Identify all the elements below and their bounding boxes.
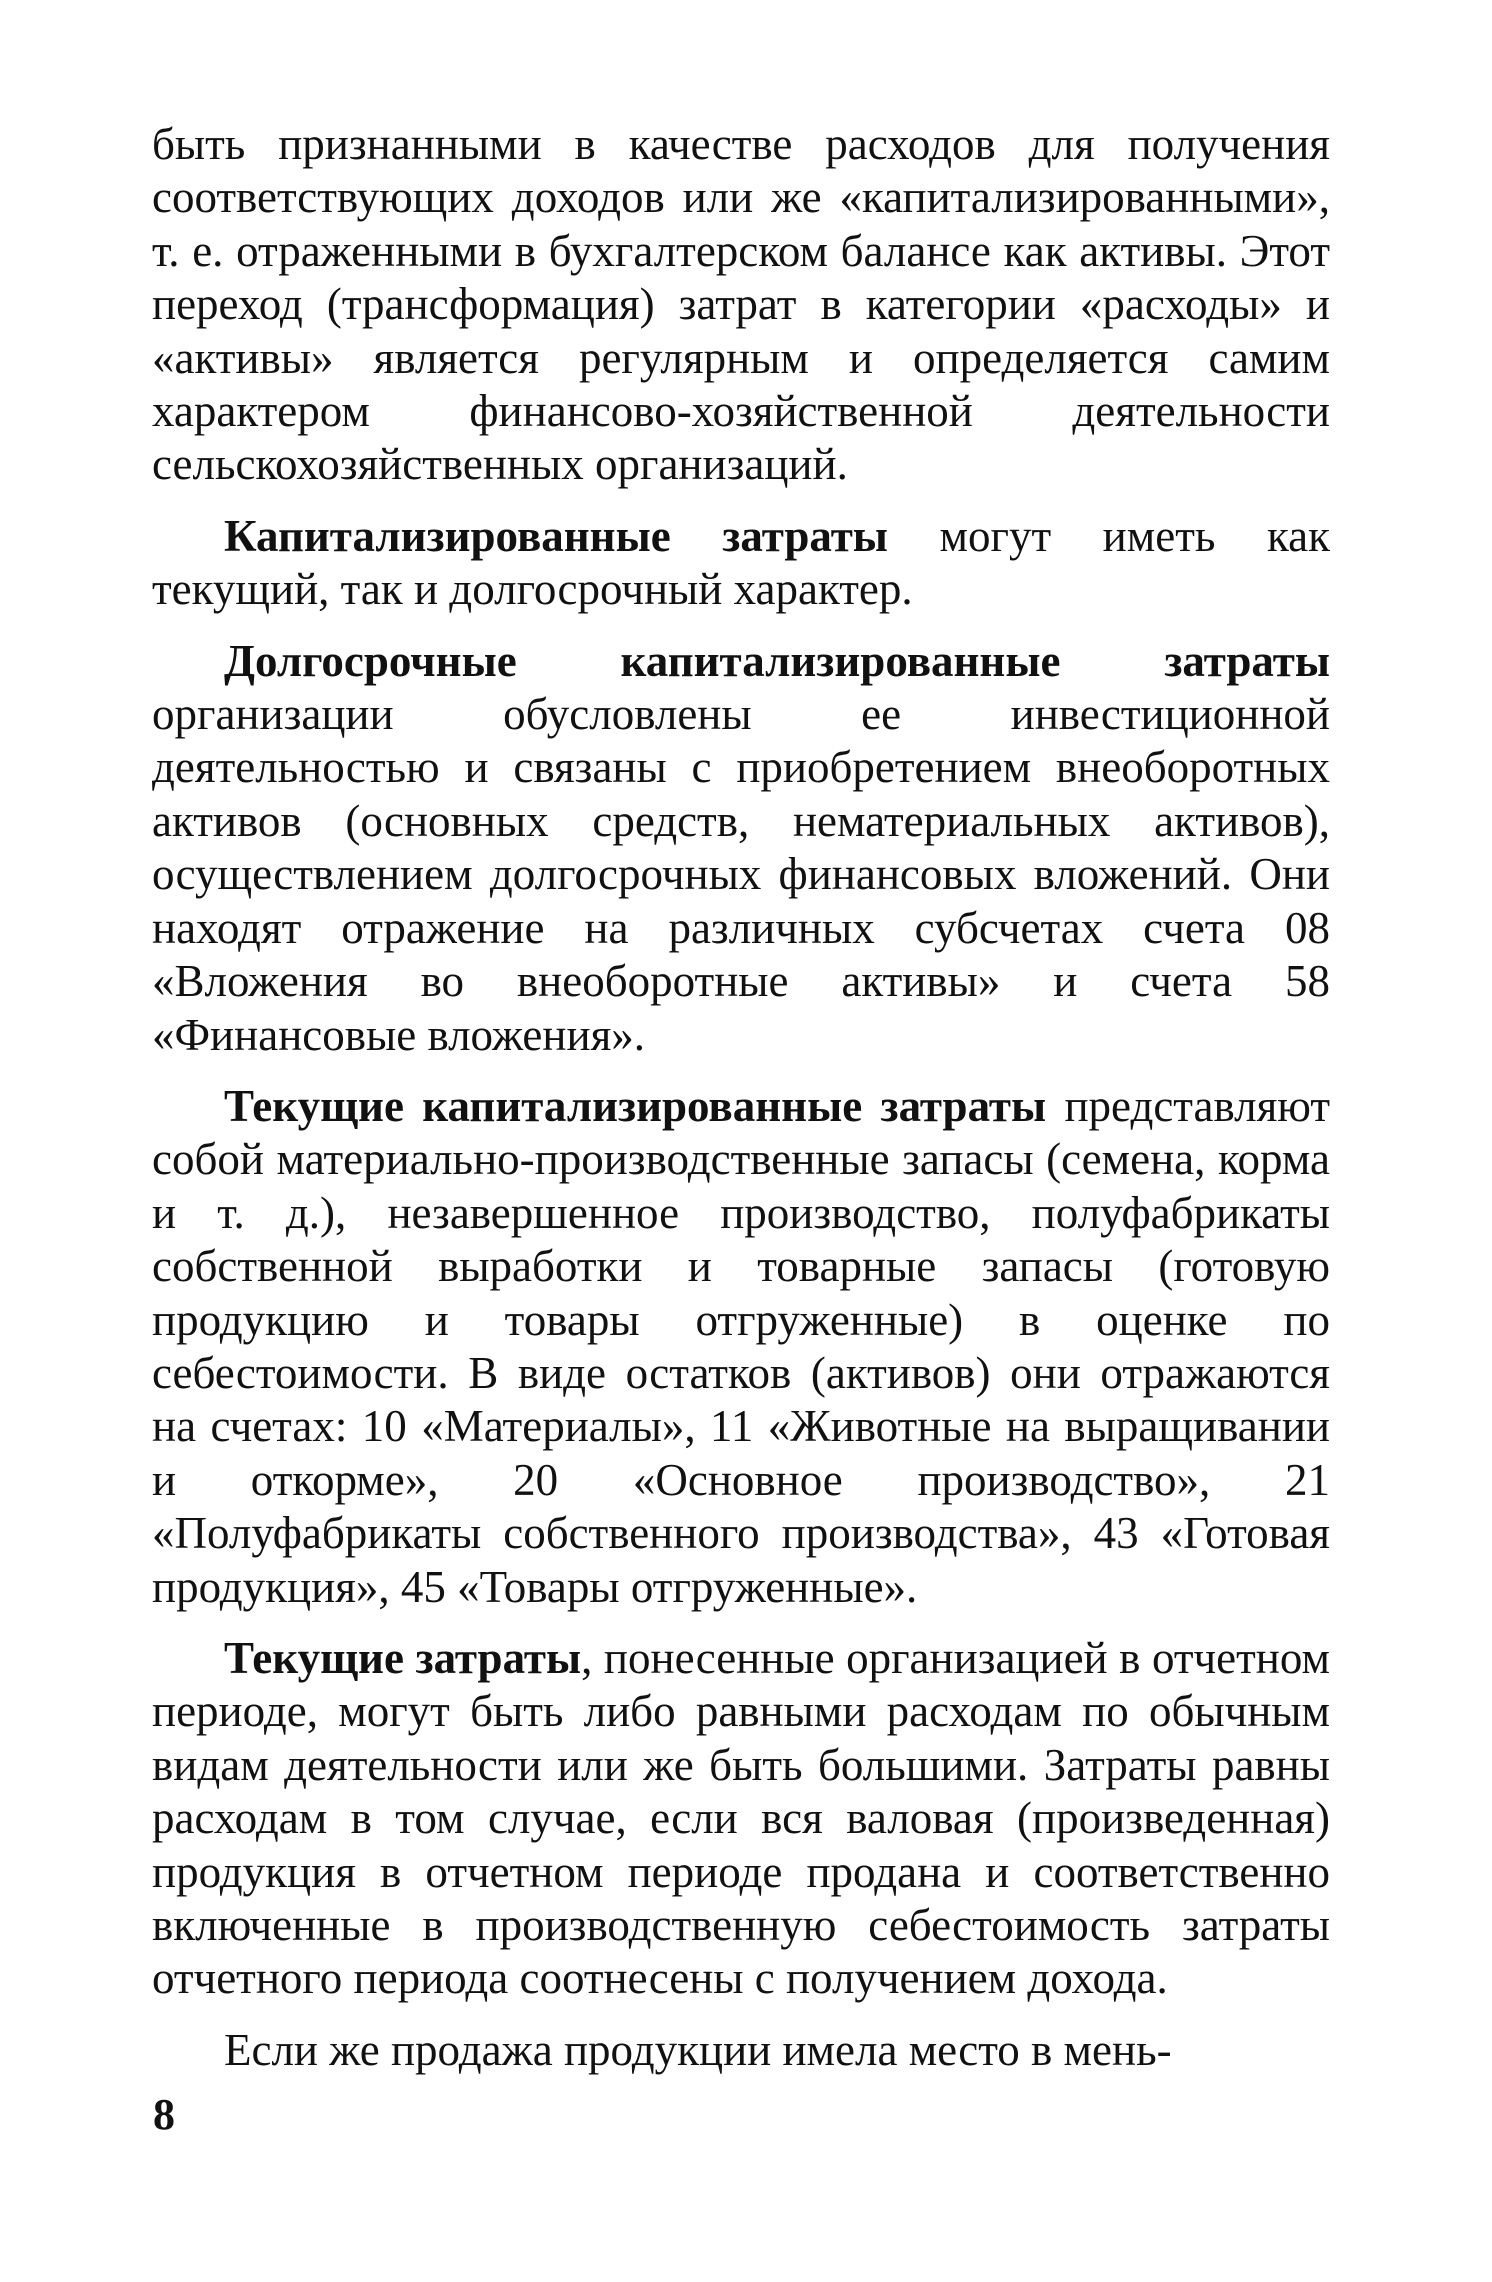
paragraph-current-capitalized-costs: [152, 1080, 1330, 1614]
term-capitalized-costs: Капитализированные затраты: [224, 510, 888, 561]
paragraph-text: Если же продажа продукции имела место в мень-: [224, 2024, 1172, 2075]
paragraph-long-term-capitalized-costs: [152, 635, 1330, 1062]
paragraph-current-costs: [152, 1632, 1330, 2006]
paragraph-continuation: [152, 118, 1330, 492]
paragraph-text: быть признанными в качестве расходов для получения соответствующих доходов или же «капитализированными», т. е. отраженными в бухгалтерском балансе как активы. Этот переход (трансформация) затрат в категории «расходы» и «активы» является регулярным и определяется самим характером финансово-хозяйственной деятельности сельскохозяйственных организаций.: [152, 119, 1330, 490]
paragraph-trailing: [152, 2024, 1330, 2077]
paragraph-text: могут иметь как текущий, так и долгосрочный характер.: [152, 510, 1330, 615]
term-current-costs: Текущие затраты: [224, 1632, 582, 1683]
paragraph-text: организации обусловлены ее инвестиционной деятельностью и связаны с приобретением внеоборотных активов (основных средств, нематериальных активов), осуществлением долгосрочных финансовых вложений. Они находят отражение на различных субсчетах счета 08 «Вложения во внеоборотные активы» и счета 58 «Финансовые вложения».: [152, 689, 1330, 1060]
body-text: [152, 118, 1330, 2077]
term-current-capitalized-costs: Текущие капитализированные затраты: [224, 1080, 1047, 1131]
paragraph-text: представляют собой материально-производственные запасы (семена, корма и т. д.), незавершенное производство, полуфабрикаты собственной выработки и товарные запасы (готовую продукцию и товары отгруженные) в оценке по себестоимости. В виде остатков (активов) они отражаются на счетах: 10 «Материалы», 11 «Животные на выращивании и откорме», 20 «Основное производство», 21 «Полуфабрикаты собственного производства», 43 «Готовая продукция», 45 «Товары отгруженные».: [152, 1080, 1330, 1612]
term-long-term-capitalized-costs: Долгосрочные капитализированные затраты: [224, 635, 1330, 686]
paragraph-capitalized-costs: [152, 510, 1330, 617]
paragraph-text: , понесенные организацией в отчетном периоде, могут быть либо равными расходам по обычным видам деятельности или же быть большими. Затраты равны расходам в том случае, если вся валовая (произведенная) продукция в отчетном периоде продана и соответственно включенные в производственную себестоимость затраты отчетного периода соотнесены с получением дохода.: [152, 1632, 1330, 2004]
page-number: 8: [153, 2090, 175, 2139]
